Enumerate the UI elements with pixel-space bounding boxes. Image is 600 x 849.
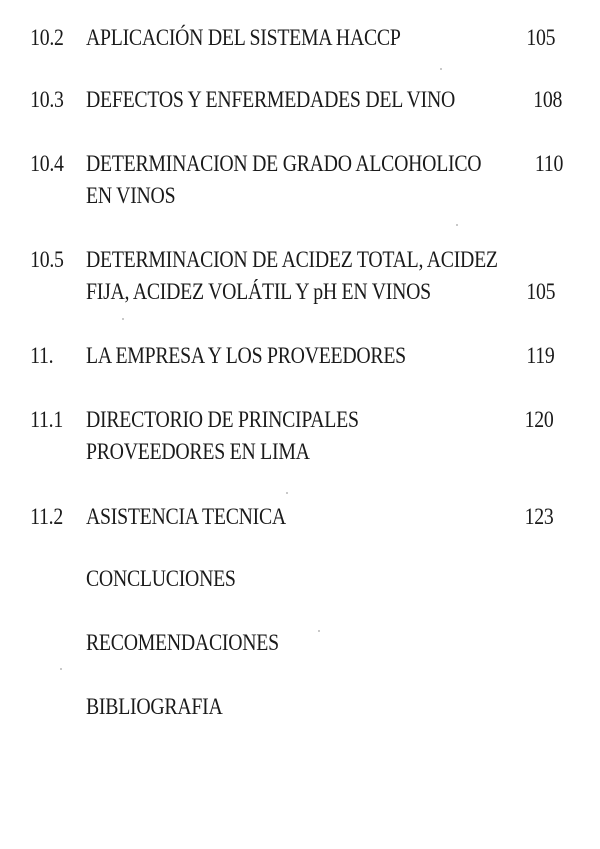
toc-entry-title-line: LA EMPRESA Y LOS PROVEEDORES (86, 343, 406, 368)
toc-entry-title (86, 501, 286, 533)
toc-entry-number: 10.4 (30, 151, 64, 176)
toc-entry-title-line: APLICACIÓN DEL SISTEMA HACCP (86, 25, 401, 50)
toc-entry-title-line: PROVEEDORES EN LIMA (86, 439, 310, 464)
toc-entry-title-line: RECOMENDACIONES (86, 630, 279, 655)
toc-entry-number: 10.2 (30, 25, 64, 50)
toc-entry-title-line: ASISTENCIA TECNICA (86, 504, 286, 529)
toc-entry-title (86, 22, 401, 54)
toc-entry-page: 108 (533, 87, 563, 112)
toc-entry-title (86, 404, 359, 468)
toc-entry-title-line: DETERMINACION DE GRADO ALCOHOLICO (86, 151, 482, 176)
toc-entry-number: 10.5 (30, 247, 64, 272)
toc-entry-page: 119 (526, 343, 555, 368)
toc-entry-title (86, 563, 236, 595)
scan-speck (122, 318, 124, 320)
toc-entry-title-line: EN VINOS (86, 183, 176, 208)
toc-entry-title-line: FIJA, ACIDEZ VOLÁTIL Y pH EN VINOS (86, 279, 431, 304)
toc-entry-title (86, 691, 222, 723)
toc-entry-title-line: CONCLUCIONES (86, 566, 236, 591)
toc-entry-title-line: DIRECTORIO DE PRINCIPALES (86, 407, 359, 432)
scan-speck (60, 668, 62, 670)
toc-entry-title (86, 84, 455, 116)
toc-entry-page: 120 (524, 407, 554, 432)
toc-entry-number: 11. (30, 343, 54, 368)
toc-entry-title-line: DEFECTOS Y ENFERMEDADES DEL VINO (86, 87, 456, 112)
scan-speck (440, 68, 442, 70)
toc-entry-number: 10.3 (30, 87, 64, 112)
toc-entry-page: 123 (524, 504, 554, 529)
toc-entry-title (86, 627, 279, 659)
toc-entry-number: 11.2 (30, 504, 63, 529)
scan-speck (456, 224, 458, 226)
toc-entry-title (86, 148, 481, 212)
toc-entry-title (86, 244, 498, 308)
toc-entry-title-line: DETERMINACION DE ACIDEZ TOTAL, ACIDEZ (86, 247, 498, 272)
toc-entry-page: 105 (526, 279, 556, 304)
toc-entry-page: 110 (534, 151, 564, 176)
toc-entry-title (86, 340, 406, 372)
scan-speck (318, 630, 320, 632)
toc-entry-number: 11.1 (30, 407, 63, 432)
scan-speck (286, 492, 288, 494)
toc-entry-title-line: BIBLIOGRAFIA (86, 694, 223, 719)
toc-entry-page: 105 (526, 25, 556, 50)
